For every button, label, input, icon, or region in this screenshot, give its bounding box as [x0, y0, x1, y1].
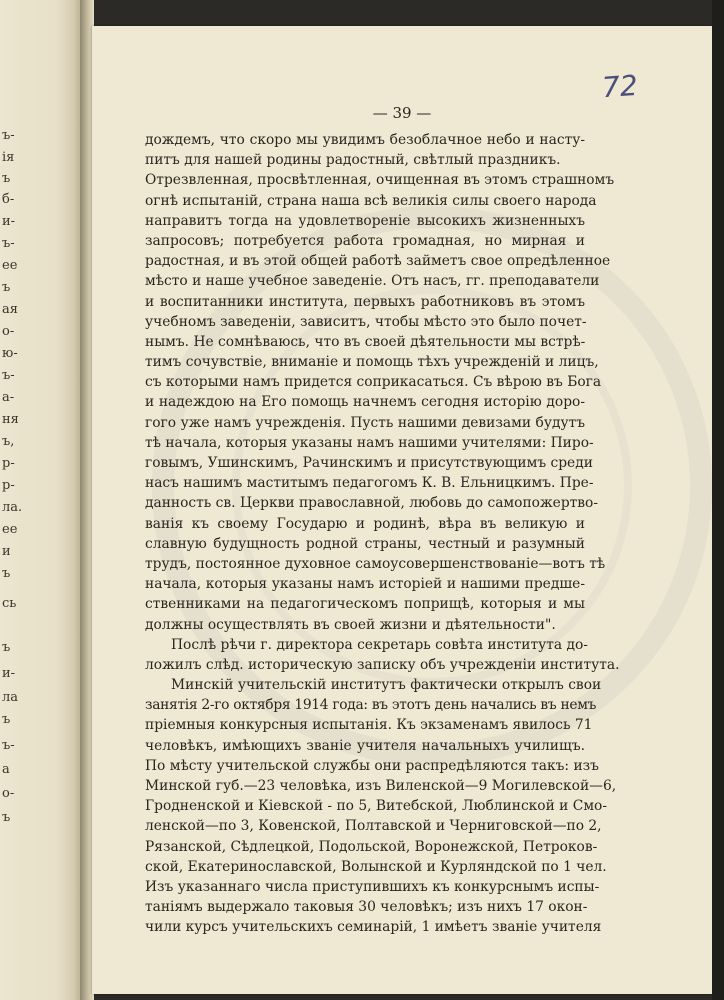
- text-line: По мѣсту учительской службы они распредѣляются такъ: изъ: [145, 757, 599, 774]
- text-line: тѣ начала, которыя указаны намъ нашими учителями: Пиро-: [145, 434, 594, 451]
- left-page-fragment: ъ: [2, 810, 11, 825]
- left-page-fragment: ъ: [2, 712, 11, 727]
- text-line: ложилъ слѣд. историческую записку объ учрежденіи института.: [145, 656, 620, 673]
- text-line: славную будущность родной страны, честный и разумный: [145, 535, 585, 552]
- text-line: и воспитанники института, первыхъ работниковъ въ этомъ: [145, 293, 585, 310]
- left-page-fragment: ъ-: [2, 236, 15, 251]
- left-page-fragment: ла.: [2, 500, 23, 515]
- left-page-fragment: о-: [2, 786, 15, 801]
- text-line: радостная, и въ этой общей работѣ займетъ свое опредѣленное: [145, 253, 611, 270]
- left-page-fragment: и: [2, 544, 11, 559]
- text-line: мѣсто и наше учебное заведеніе. Отъ насъ, гг. преподаватели: [145, 273, 600, 290]
- text-line: Минскій учительскій институтъ фактически открылъ свои: [171, 677, 602, 694]
- text-line: съ которыми намъ придется соприкасаться. Съ вѣрою въ Бога: [145, 374, 602, 391]
- left-page-fragment: ъ-: [2, 368, 15, 383]
- text-line: ственниками на педагогическомъ поприщѣ, которыя и мы: [145, 596, 585, 613]
- left-page-fragment: р-: [2, 478, 15, 493]
- text-line: занятія 2-го октября 1914 года: въ этотъ день начались въ немъ: [145, 697, 597, 714]
- left-page-fragment: ъ-: [2, 738, 15, 753]
- text-line: трудъ, постоянное духовное самоусовершенствованіе—вотъ тѣ: [145, 555, 606, 572]
- body-text: [145, 130, 620, 938]
- text-line: Отрезвленная, просвѣтленная, очищенная въ этомъ страшномъ: [145, 172, 615, 189]
- text-line: Изъ указаннаго числа приступившихъ къ конкурснымъ испы-: [145, 878, 600, 895]
- left-page-fragment: ъ: [2, 640, 11, 655]
- text-line: тимъ сочувствіе, вниманіе и помощь тѣхъ учрежденій и лицъ,: [145, 354, 599, 371]
- text-line: человѣкъ, имѣющихъ званіе учителя начальныхъ училищъ.: [145, 737, 585, 754]
- left-page-fragment: ъ,: [2, 434, 15, 449]
- left-page-fragment: а: [2, 762, 10, 777]
- text-line: направитъ тогда на удовлетвореніе высокихъ жизненныхъ: [145, 212, 585, 229]
- left-page-fragment: ю-: [2, 346, 18, 361]
- text-line: Гродненской и Кіевской - по 5, Витебской, Люблинской и Смо-: [145, 798, 608, 815]
- text-line: запросовъ; потребуется работа громадная, но мирная и: [145, 232, 585, 249]
- text-line: ской, Екатеринославской, Волынской и Курляндской по 1 чел.: [145, 858, 607, 875]
- left-page-fragment: и-: [2, 666, 16, 681]
- left-page-fragment: а-: [2, 390, 15, 405]
- text-line: дождемъ, что скоро мы увидимъ безоблачное небо и насту-: [145, 132, 585, 148]
- handwritten-folio-number: 72: [600, 68, 639, 105]
- left-page-fragment: б-: [2, 192, 15, 207]
- text-line: ленской—по 3, Ковенской, Полтавской и Черниговской—по 2,: [145, 818, 602, 835]
- text-line: гого уже намъ учрежденія. Пусть нашими девизами будутъ: [145, 414, 585, 431]
- text-line: учебномъ заведеніи, зависитъ, чтобы мѣсто это было почет-: [145, 313, 587, 330]
- left-page-edge: [0, 0, 80, 1000]
- text-line: ванія къ своему Государю и родинѣ, вѣра въ великую и: [145, 515, 585, 532]
- left-page-fragment: ъ: [2, 566, 11, 581]
- text-line: огнѣ испытаній, страна наша всѣ великія силы своего народа: [145, 192, 597, 209]
- text-line: Минской губ.—23 человѣка, изъ Виленской—9 Могилевской—6,: [145, 778, 617, 794]
- left-page-fragment: ая: [2, 302, 18, 317]
- text-line: питъ для нашей родины радостный, свѣтлый праздникъ.: [145, 152, 561, 169]
- text-line: насъ нашимъ маститымъ педагогомъ К. В. Ельницкимъ. Пре-: [145, 475, 594, 492]
- scan-background-edge: [712, 0, 724, 1000]
- left-page-fragment: р-: [2, 456, 15, 471]
- text-line: данность св. Церкви православной, любовь до самопожертво-: [145, 495, 599, 512]
- left-page-fragment: о-: [2, 324, 15, 339]
- left-page-fragment: ня: [2, 412, 19, 427]
- text-line: чили курсъ учительскихъ семинарій, 1 имѣетъ званіе учителя: [145, 919, 602, 936]
- left-page-fragment: ія: [2, 150, 15, 165]
- left-page-fragment: ла: [2, 690, 19, 705]
- text-line: Послѣ рѣчи г. директора секретарь совѣта института до-: [171, 636, 588, 653]
- text-line: пріемныя конкурсныя испытанія. Къ экзаменамъ явилось 71: [145, 717, 593, 734]
- text-line: говымъ, Ушинскимъ, Рачинскимъ и присутствующимъ среди: [145, 455, 593, 471]
- text-line: и надеждою на Его помощь начнемъ сегодня исторію доро-: [145, 394, 585, 411]
- left-page-fragment: ее: [2, 522, 18, 537]
- text-line: таніямъ выдержало таковыя 30 человѣкъ; изъ нихъ 17 окон-: [145, 899, 588, 916]
- text-line: должны осуществлять въ своей жизни и дѣятельности".: [145, 616, 556, 633]
- page-number: — 39 —: [372, 104, 432, 122]
- left-page-fragment: ъ: [2, 280, 11, 295]
- text-line: Рязанской, Сѣдлецкой, Подольской, Воронежской, Петроков-: [145, 838, 598, 855]
- left-page-fragment: ее: [2, 258, 18, 273]
- left-page-fragment: сь: [2, 596, 17, 611]
- text-line: нымъ. Не сомнѣваюсь, что въ своей дѣятельности мы встрѣ-: [145, 333, 586, 350]
- left-page-fragment: и-: [2, 214, 16, 229]
- left-page-fragment: ъ: [2, 171, 11, 186]
- right-page: [92, 26, 712, 994]
- left-page-fragment: ъ-: [2, 128, 15, 143]
- text-line: начала, которыя указаны намъ исторіей и нашими предше-: [145, 576, 585, 593]
